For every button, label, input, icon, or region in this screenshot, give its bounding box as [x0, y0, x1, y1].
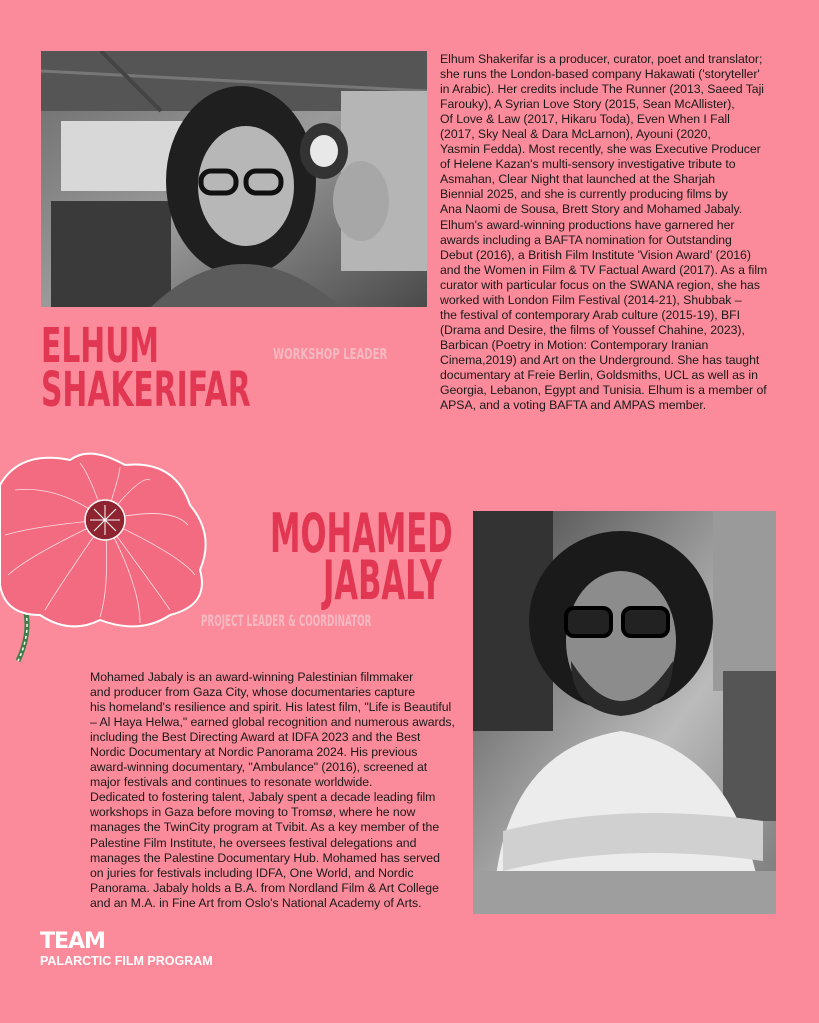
bio-line: awards including a BAFTA nomination for Outstanding	[440, 232, 732, 247]
bio-line: Elhum Shakerifar is a producer, curator, poet and translator;	[440, 52, 763, 66]
mohamed-portrait-photo	[473, 511, 776, 914]
poppy-flower-icon	[0, 445, 215, 665]
bio-line: documentary at Freie Berlin, Goldsmiths, UCL as well as in	[440, 367, 758, 382]
team-title: TEAM	[40, 929, 105, 954]
elhum-first-name: ELHUM	[41, 318, 159, 374]
bio-line: (Drama and Desire, the films of Youssef Chahine, 2023),	[440, 322, 745, 337]
bio-line: Elhum's award-winning productions have garnered her	[440, 217, 735, 232]
bio-line: Biennial 2025, and she is currently producing films by	[440, 187, 728, 202]
bio-line: in Arabic). Her credits include The Runner (2013, Saeed Taji	[440, 82, 764, 97]
bio-line: APSA, and a voting BAFTA and AMPAS member.	[440, 398, 707, 413]
team-footer	[40, 930, 213, 968]
mohamed-role: PROJECT LEADER & COORDINATOR	[201, 611, 372, 630]
bio-line: his homeland's resilience and spirit. His latest film, "Life is Beautiful	[90, 700, 452, 715]
bio-line: – Al Haya Helwa," earned global recognition and numerous awards,	[90, 715, 455, 730]
bio-line: Cinema,2019) and Art on the Underground. She has taught	[440, 352, 760, 367]
bio-line: and the Women in Film & TV Factual Award (2017). As a film	[440, 262, 768, 277]
bio-line: workshops in Gaza before moving to Tromsø, where he now	[90, 805, 416, 820]
bio-line: manages the Palestine Documentary Hub. Mohamed has served	[90, 850, 440, 865]
bio-line: award-winning documentary, "Ambulance" (2016), screened at	[90, 760, 428, 775]
bio-line: worked with London Film Festival (2014-21), Shubbak –	[440, 292, 742, 307]
bio-line: Farouky), A Syrian Love Story (2015, Sean McAllister),	[440, 97, 735, 112]
program-name: PALARCTIC FILM PROGRAM	[40, 954, 213, 968]
bio-line: and producer from Gaza City, whose documentaries capture	[90, 685, 416, 700]
bio-line: Barbican (Poetry in Motion: Contemporary Iranian	[440, 337, 709, 352]
bio-line: including the Best Directing Award at IDFA 2023 and the Best	[90, 730, 421, 745]
elhum-portrait-photo	[41, 51, 427, 307]
bio-line: Of Love & Law (2017, Hikaru Toda), Even When I Fall	[440, 112, 730, 127]
elhum-last-name: SHAKERIFAR	[41, 362, 251, 418]
mohamed-bio	[90, 670, 475, 911]
bio-line: Panorama. Jabaly holds a B.A. from Nordland Film & Art College	[90, 880, 439, 895]
bio-line: Mohamed Jabaly is an award-winning Palestinian filmmaker	[90, 670, 414, 684]
bio-line: Palestine Film Institute, he oversees festival delegations and	[90, 835, 417, 850]
bio-line: the festival of contemporary Arab culture (2015-19), BFI	[440, 307, 740, 322]
bio-line: (2017, Sky Neal & Dara McLarnon), Ayouni (2020,	[440, 127, 711, 142]
bio-line: Georgia, Lebanon, Egypt and Tunisia. Elhum is a member of	[440, 383, 767, 398]
bio-line: she runs the London-based company Hakawati ('storyteller'	[440, 67, 760, 82]
bio-line: major festivals and continues to resonate worldwide.	[90, 775, 373, 790]
bio-line: manages the TwinCity program at Tvibit. As a key member of the	[90, 820, 440, 835]
mohamed-first-name: MOHAMED	[270, 502, 453, 565]
bio-line: Ana Naomi de Sousa, Brett Story and Mohamed Jabaly.	[440, 202, 743, 217]
bio-line: curator with particular focus on the SWANA region, she has	[440, 277, 760, 292]
bio-line: and an M.A. in Fine Art from Oslo's National Academy of Arts.	[90, 895, 422, 910]
bio-line: Nordic Documentary at Nordic Panorama 2024. His previous	[90, 745, 418, 760]
bio-line: Asmahan, Clear Night that launched at the Sharjah	[440, 172, 716, 187]
bio-line: on juries for festivals including IDFA, One World, and Nordic	[90, 865, 414, 880]
bio-line: Dedicated to fostering talent, Jabaly spent a decade leading film	[90, 790, 436, 805]
bio-line: Debut (2016), a British Film Institute 'Vision Award' (2016)	[440, 247, 751, 262]
bio-line: Yasmin Fedda). Most recently, she was Executive Producer	[440, 142, 761, 157]
elhum-role: WORKSHOP LEADER	[273, 345, 388, 363]
bio-line: of Helene Kazan's multi-sensory investigative tribute to	[440, 157, 736, 172]
mohamed-last-name: JABALY	[323, 549, 443, 612]
elhum-bio	[440, 52, 785, 413]
